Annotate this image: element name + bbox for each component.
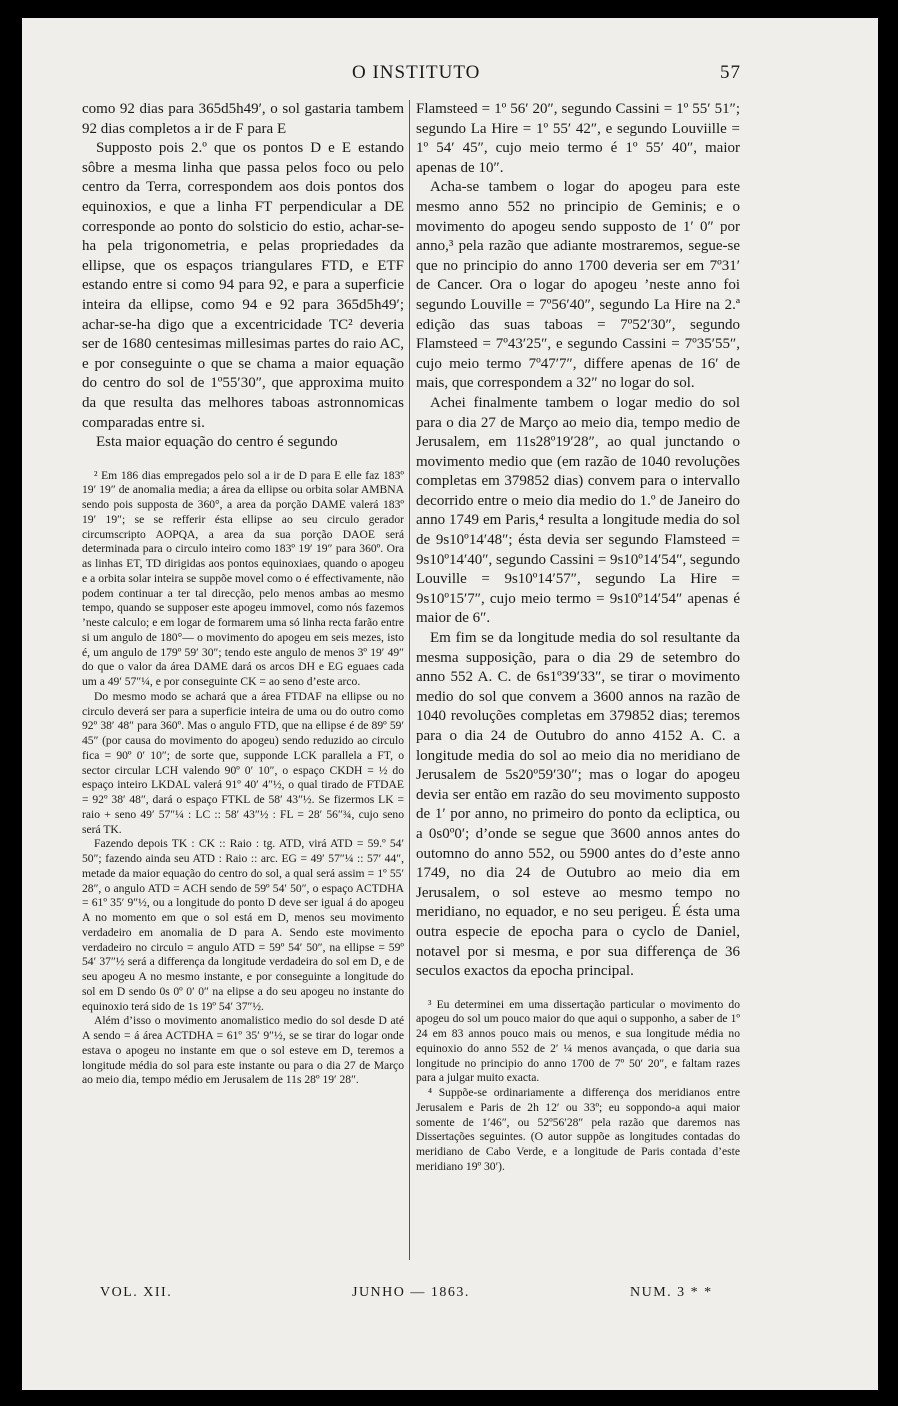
paragraph: Esta maior equação do centro é segundo [96, 434, 338, 451]
paragraph: Acha-se tambem o logar do apogeu para este mesmo anno 552 no principio de Geminis; e o movimento do apogeu sendo supposto de 1′ 0″ por anno,³ pela razão que adiante mostraremos, segue-se que no principio do anno 1700 deveria ser em 7º31′ de Cancer. Ora o logar do apogeu ’neste anno foi segundo Louville = 7º56′40″, segundo La Hire na 2.ª edição das suas taboas = 7º52′30″, segundo Flamsteed = 7º43′25″, e segundo Cassini = 7º35′55″, cujo meio termo 7º47′7″, differe apenas de 16′ de mais, que correspondem a 32″ no logar do sol. [416, 179, 740, 392]
paragraph: Supposto pois 2.º que os pontos D e E estando sôbre a mesma linha que passa pelos foco ou pelo centro da Terra, correspondem aos dois pontos dos equinoxios, e que a linha FT perpendicular a DE corresponde ao ponto do solsticio do estio, achar-se-ha pela trigonometria, e pelas propriedades da ellipse, que os espaços triangulares FTD, e ETF estando entre si como 94 para 92, e para a superficie inteira da ellipse, como 94 e 92 para 365d5h49′; achar-se-ha digo que a excentricidade TC² deveria ser de 1680 centesimas millesimas partes do raio AC, e por conseguinte o que se chama a maior equação do centro do sol de 1º55′30″, que approxima muito da que resulta das melhores taboas astronnomicas comparadas entre si. [82, 140, 404, 431]
paragraph: Flamsteed = 1º 56′ 20″, segundo Cassini = 1º 55′ 51″; segundo La Hire = 1º 55′ 42″, e segundo Louviille = 1º 54′ 45″, cujo meio termo é 1º 55′ 40″, maior apenas de 10″. [416, 101, 740, 176]
column-divider [409, 100, 410, 1260]
footnote-4: ⁴ Suppõe-se ordinariamente a differença dos meridianos entre Jerusalem e Paris de 2h 12′ ou 33º; eu soppondo-a aqui maior somente de 1′46″, ou 52º56′28″ pela razão que daremos nas Dissertações seguintes. (O autor suppõe as longitudes contadas do meridiano de Cabo Verde, e a longitude de Paris contada d’este meridiano 19º 30′). [416, 1086, 740, 1173]
right-column [416, 100, 740, 1175]
page-number: 57 [720, 62, 741, 83]
footer-number: NUM. 3 * * [630, 1285, 713, 1300]
footnote-2-cont: Do mesmo modo se achará que a área FTDAF na ellipse ou no circulo deverá ser para a superficie inteira de uma ou do outro como 92º 38′ 48″ para 360º. Mas o angulo FTD, que na ellipse é de 89º 59′ 45″ (por causa do movimento do apogeu) sendo reduzido ao circulo fica = 90º 0′ 10″; de sorte que, supponde LCK parallela a FT, o sector circular LCH valendo 90º 0′ 10″, o espaço CKDH = ½ do espaço inteiro LKDAL valerá 91º 40′ 4″½, o qual tirado de FTDAE = 92º 38′ 48″, dará o espaço FTKL de 58′ 43″½. Se fizermos LK = raio + seno 49′ 57″¼ : LC :: 58′ 43″½ : FL = 28′ 56″¾, cujo seno será TK. [82, 689, 404, 836]
footnote-2-cont: Além d’isso o movimento anomalistico medio do sol desde D até A sendo = á área ACTDHA = 61º 35′ 9″½, se se tirar do logar onde estava o apogeu no instante em que o sol esteve em D, teremos a longitude média do sol para este instante ou para o dia 27 de Março ao meio dia, tempo médio em Jerusalem de 11s 28º 19′ 28″. [82, 1014, 404, 1087]
paragraph: como 92 dias para 365d5h49′, o sol gastaria tambem 92 dias completos a ir de F para E [82, 101, 404, 137]
left-column [82, 100, 404, 1088]
paragraph: Em fim se da longitude media do sol resultante da mesma supposição, para o dia 29 de setembro do anno 552 A. C. de 6s1º39′33″, se tirar o movimento medio do sol que convem a 3600 annos na razão de 1040 revoluções completas em 379852 dias; teremos para o dia 24 de Outubro do anno 4152 A. C. a longitude media do sol ao meio dia no meridiano de Jerusalem de 5s20º59′30″; mas o logar do apogeu devia ser então em razão do seu movimento supposto de 1′ por anno, no primeiro do ponto da ecliptica, ou a 0s0º0′; d’onde se segue que 3600 annos antes do outomno do anno 552, ou 5900 antes do d’este anno 1749, no dia 24 de Outubro ao meio dia em Jerusalem, o sol esteve ao mesmo tempo no meridiano, no equador, e no seu perigeu. É ésta uma outra especie de epocha para o cyclo de Daniel, notavel por si mesma, e por sua differença de 36 seculos exactos da epocha principal. [416, 630, 740, 980]
running-title: O INSTITUTO [352, 62, 481, 83]
footer-date: JUNHO — 1863. [352, 1285, 470, 1300]
footnote-2-cont: Fazendo depois TK : CK :: Raio : tg. ATD, virá ATD = 59.º 54′ 50″; fazendo ainda seu ATD : Raio :: arc. EG = 49′ 57″¼ :: 57′ 44″, metade da maior equação do centro do sol, a qual será assim = 1º 55′ 28″, o angulo ATD = ACH sendo de 59º 54′ 50″, o espaço ACTDHA = 61º 35′ 9″½, ou a longitude do ponto D deve ser igual á do apogeu A no momento em que o sol está em D, menos seu movimento verdadeiro em anomalia de D para A. Sendo este movimento verdadeiro no circulo = angulo ATD = 59º 54′ 50″, na ellipse = 59º 54′ 37″½ será a differença da longitude verdadeira do sol em D, e de seu apogeu A no mesmo instante, e por conseguinte a longitude do sol em D sendo 0s 0º 0′ 0″ na elipse a do seu apogeu no instante do equinoxio terá sido de 1s 19º 54′ 37″½. [82, 837, 404, 1013]
paragraph: Achei finalmente tambem o logar medio do sol para o dia 27 de Março ao meio dia, tempo medio de Jerusalem, em 11s28º19′28″, ao qual junctando o movimento medio que (em razão de 1040 revoluções completas em 379852 dias) convem para o intervallo decorrido entre o meio dia medio do 1.º de Janeiro do anno 1749 em Paris,⁴ resulta a longitude media do sol de 9s10º14′48″; ésta devia ser segundo Flamsteed = 9s10º14′40″, segundo Cassini = 9s10º14′54″, segundo Louville = 9s10º14′57″, segundo La Hire = 9s10º15′7″, cujo meio termo = 9s10º14′54″ apenas é maior de 6″. [416, 394, 740, 627]
footnote-2: ² Em 186 dias empregados pelo sol a ir de D para E elle faz 183º 19′ 19″ de anomalia media; a área da ellipse ou orbita solar AMBNA sendo pois supposta de 360°, a area da porção DAME valerá 183º 19′ 19″; se se refferir ésta ellipse ao seu circulo gerador circumscripto AOPQA, a area da sua porção DAOE será determinada para o circulo inteiro como 183º 19′ 19″ para 360º. Ora as linhas ET, TD dirigidas aos pontos equinoxiaes, quando o apogeu e a orbita solar inteira se suppõe movel como o é effectivamente, não podem continuar a ter tal direcção, pelo menos ambas ao mesmo tempo, quando se supposer este apogeu immovel, como nós fazemos ’neste calculo; e em logar de formarem uma só linha recta farão entre si um angulo de 180°— o movimento do apogeu em seis mezes, isto é, um angulo de 179º 59′ 30″; tendo este angulo de menos 3º 19′ 49″ do que o valor da área DAME dará os arcos DH e EG eguaes cada um a 49′ 57″¼, e por conseguinte CK = ao seno d’este arco. [82, 468, 404, 689]
footer-volume: VOL. XII. [100, 1285, 173, 1300]
footnote-3: ³ Eu determinei em uma dissertação particular o movimento do apogeu do sol um pouco maior do que aqui o supponho, a saber de 1º 24 em 83 annos pouco mais ou menos, e sua longitude média no equinoxio do anno 552 de 2′ ¼ menos avançada, o que daria sua longitude no principio do anno 1700 de 7º 50′ 20″, e faltam razes para a julgar muito exacta. [416, 997, 740, 1085]
